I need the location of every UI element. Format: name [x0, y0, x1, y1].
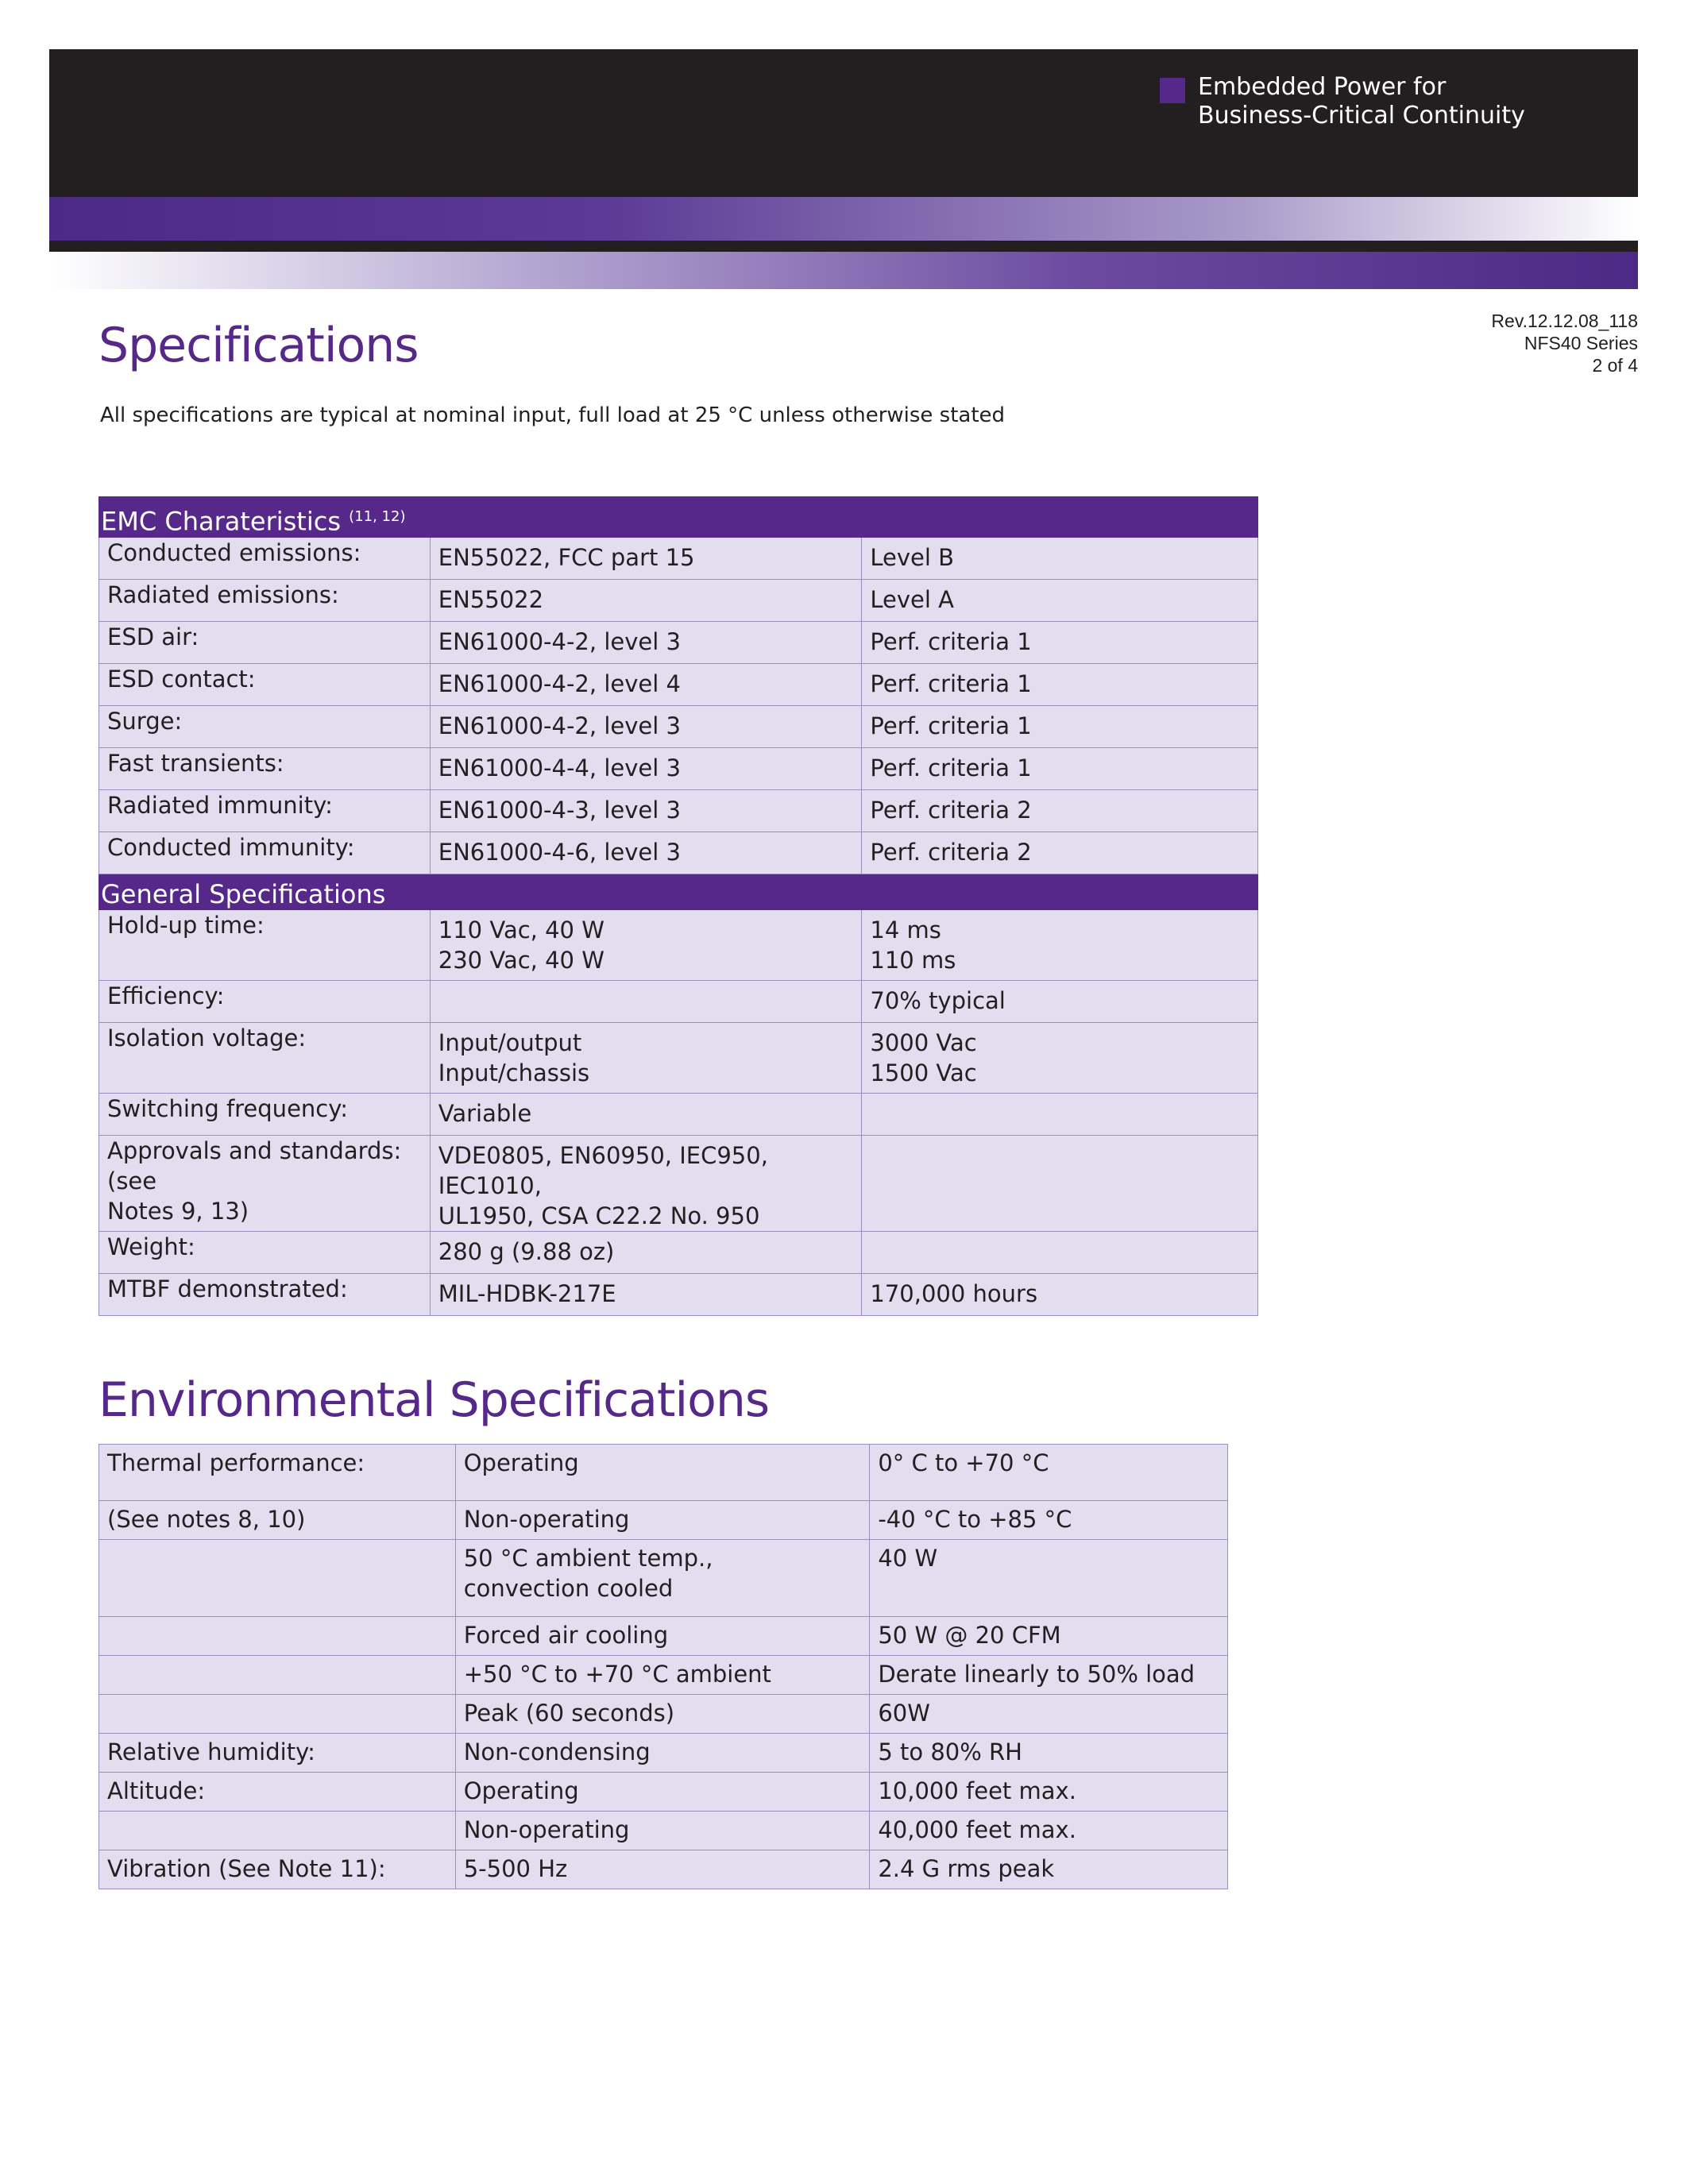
spec-value — [862, 1093, 1258, 1135]
table-row — [99, 579, 1258, 621]
table-row — [99, 1773, 1228, 1812]
spec-condition: 280 g (9.88 oz) — [430, 1231, 862, 1273]
spec-label: Surge: — [99, 705, 431, 747]
environmental-table — [98, 1444, 1228, 1889]
env-value: 2.4 G rms peak — [870, 1850, 1228, 1889]
spec-label: Conducted emissions: — [99, 537, 431, 579]
condition-line: VDE0805, EN60950, IEC950, IEC1010, — [438, 1141, 768, 1199]
env-condition: Peak (60 seconds) — [455, 1695, 870, 1734]
spec-label: Hold-up time: — [99, 909, 431, 980]
table-row — [99, 1022, 1258, 1093]
section-heading — [99, 497, 1258, 538]
table-row — [99, 1501, 1228, 1540]
value-line: 1500 Vac — [870, 1059, 977, 1086]
label-line: Approvals and standards: (see — [107, 1136, 402, 1194]
spec-value: Level B — [862, 537, 1258, 579]
spec-standard: EN61000-4-2, level 4 — [430, 663, 862, 705]
spec-label: Isolation voltage: — [99, 1022, 431, 1093]
env-value: 60W — [870, 1695, 1228, 1734]
tagline-line2: Business-Critical Continuity — [1198, 102, 1525, 129]
spec-value: Perf. criteria 2 — [862, 832, 1258, 874]
env-condition: Non-operating — [455, 1501, 870, 1540]
spec-label: Radiated emissions: — [99, 579, 431, 621]
spec-label: Efficiency: — [99, 980, 431, 1022]
condition-line: convection cooled — [463, 1575, 674, 1602]
env-condition: Operating — [455, 1773, 870, 1812]
table-row — [99, 1135, 1258, 1231]
gradient-divider — [49, 241, 1638, 252]
label-line: Notes 9, 13) — [107, 1197, 249, 1225]
table-row — [99, 832, 1258, 874]
spec-label: ESD air: — [99, 621, 431, 663]
env-value: -40 °C to +85 °C — [870, 1501, 1228, 1540]
spec-value — [862, 1022, 1258, 1093]
table-row — [99, 1231, 1258, 1273]
series-name: NFS40 Series — [1524, 333, 1638, 353]
brand-square-icon — [1160, 78, 1185, 103]
spec-label: Conducted immunity: — [99, 832, 431, 874]
spec-value: Perf. criteria 1 — [862, 621, 1258, 663]
env-label: (See notes 8, 10) — [99, 1501, 456, 1540]
env-label: Thermal performance: — [99, 1445, 456, 1501]
condition-line: Input/output — [438, 1028, 582, 1056]
spec-label: Weight: — [99, 1231, 431, 1273]
gradient-band-top — [49, 197, 1638, 241]
spec-label: MTBF demonstrated: — [99, 1273, 431, 1315]
spec-condition — [430, 909, 862, 980]
environmental-title: Environmental Specifications — [98, 1372, 770, 1428]
spec-value: Perf. criteria 2 — [862, 789, 1258, 832]
env-label: Vibration (See Note 11): — [99, 1850, 456, 1889]
spec-condition: MIL-HDBK-217E — [430, 1273, 862, 1315]
env-label — [99, 1812, 456, 1850]
env-condition: 5-500 Hz — [455, 1850, 870, 1889]
condition-line: UL1950, CSA C22.2 No. 950 — [438, 1202, 760, 1229]
spec-value — [862, 1135, 1258, 1231]
spec-value: 70% typical — [862, 980, 1258, 1022]
value-line: 110 ms — [870, 946, 956, 974]
condition-line: 230 Vac, 40 W — [438, 946, 605, 974]
emc-heading: EMC Charateristics — [101, 506, 341, 537]
table-row — [99, 980, 1258, 1022]
spec-standard: EN61000-4-4, level 3 — [430, 747, 862, 789]
env-value: Derate linearly to 50% load — [870, 1656, 1228, 1695]
env-condition: Non-condensing — [455, 1734, 870, 1773]
table-row — [99, 705, 1258, 747]
env-label: Altitude: — [99, 1773, 456, 1812]
condition-line: 50 °C ambient temp., — [463, 1545, 713, 1572]
spec-label: ESD contact: — [99, 663, 431, 705]
revision-block — [1491, 310, 1638, 376]
spec-label — [99, 1135, 431, 1231]
spec-standard: EN55022 — [430, 579, 862, 621]
spec-value: Perf. criteria 1 — [862, 663, 1258, 705]
value-line: 14 ms — [870, 916, 941, 943]
env-label — [99, 1540, 456, 1617]
spec-standard: EN61000-4-2, level 3 — [430, 621, 862, 663]
tagline-line1: Embedded Power for — [1198, 73, 1447, 101]
value-line: 3000 Vac — [870, 1028, 977, 1056]
section-heading: General Specifications — [99, 874, 1258, 909]
env-value: 40,000 feet max. — [870, 1812, 1228, 1850]
spec-condition: Variable — [430, 1093, 862, 1135]
env-value: 50 W @ 20 CFM — [870, 1617, 1228, 1656]
table-row — [99, 789, 1258, 832]
table-row — [99, 747, 1258, 789]
spec-label: Radiated immunity: — [99, 789, 431, 832]
tagline — [1198, 73, 1525, 130]
table-row — [99, 1656, 1228, 1695]
page-title: Specifications — [98, 318, 419, 373]
table-row — [99, 1445, 1228, 1501]
env-condition: Forced air cooling — [455, 1617, 870, 1656]
table-row — [99, 1695, 1228, 1734]
table-row — [99, 1617, 1228, 1656]
table-row — [99, 1734, 1228, 1773]
spec-standard: EN61000-4-6, level 3 — [430, 832, 862, 874]
revision-number: Rev.12.12.08_118 — [1491, 311, 1638, 331]
specifications-table — [98, 496, 1258, 1316]
table-row — [99, 1540, 1228, 1617]
spec-value: 170,000 hours — [862, 1273, 1258, 1315]
table-row — [99, 1093, 1258, 1135]
gradient-band-bottom — [49, 252, 1638, 289]
spec-value: Perf. criteria 1 — [862, 705, 1258, 747]
spec-label: Fast transients: — [99, 747, 431, 789]
env-condition — [455, 1540, 870, 1617]
env-label — [99, 1656, 456, 1695]
spec-condition — [430, 980, 862, 1022]
env-label: Relative humidity: — [99, 1734, 456, 1773]
section-header-emc — [99, 497, 1258, 538]
page-number: 2 of 4 — [1592, 355, 1638, 376]
table-row — [99, 909, 1258, 980]
spec-value — [862, 909, 1258, 980]
table-row — [99, 1273, 1258, 1315]
env-value: 10,000 feet max. — [870, 1773, 1228, 1812]
spec-condition — [430, 1022, 862, 1093]
section-header-general — [99, 874, 1258, 909]
spec-condition — [430, 1135, 862, 1231]
env-label — [99, 1617, 456, 1656]
env-value: 5 to 80% RH — [870, 1734, 1228, 1773]
table-row — [99, 663, 1258, 705]
spec-value — [862, 1231, 1258, 1273]
table-row — [99, 537, 1258, 579]
page-subtitle: All specifications are typical at nominal input, full load at 25 °C unless otherwise stated — [100, 403, 1006, 427]
table-row — [99, 1850, 1228, 1889]
table-row — [99, 621, 1258, 663]
env-label — [99, 1695, 456, 1734]
env-condition: Non-operating — [455, 1812, 870, 1850]
spec-label: Switching frequency: — [99, 1093, 431, 1135]
spec-value: Level A — [862, 579, 1258, 621]
spec-value: Perf. criteria 1 — [862, 747, 1258, 789]
spec-standard: EN55022, FCC part 15 — [430, 537, 862, 579]
condition-line: Input/chassis — [438, 1059, 590, 1086]
spec-standard: EN61000-4-2, level 3 — [430, 705, 862, 747]
env-value: 40 W — [870, 1540, 1228, 1617]
env-condition: +50 °C to +70 °C ambient — [455, 1656, 870, 1695]
spec-standard: EN61000-4-3, level 3 — [430, 789, 862, 832]
emc-heading-notes: (11, 12) — [349, 508, 406, 525]
table-row — [99, 1812, 1228, 1850]
condition-line: 110 Vac, 40 W — [438, 916, 605, 943]
env-value: 0° C to +70 °C — [870, 1445, 1228, 1501]
env-condition: Operating — [455, 1445, 870, 1501]
